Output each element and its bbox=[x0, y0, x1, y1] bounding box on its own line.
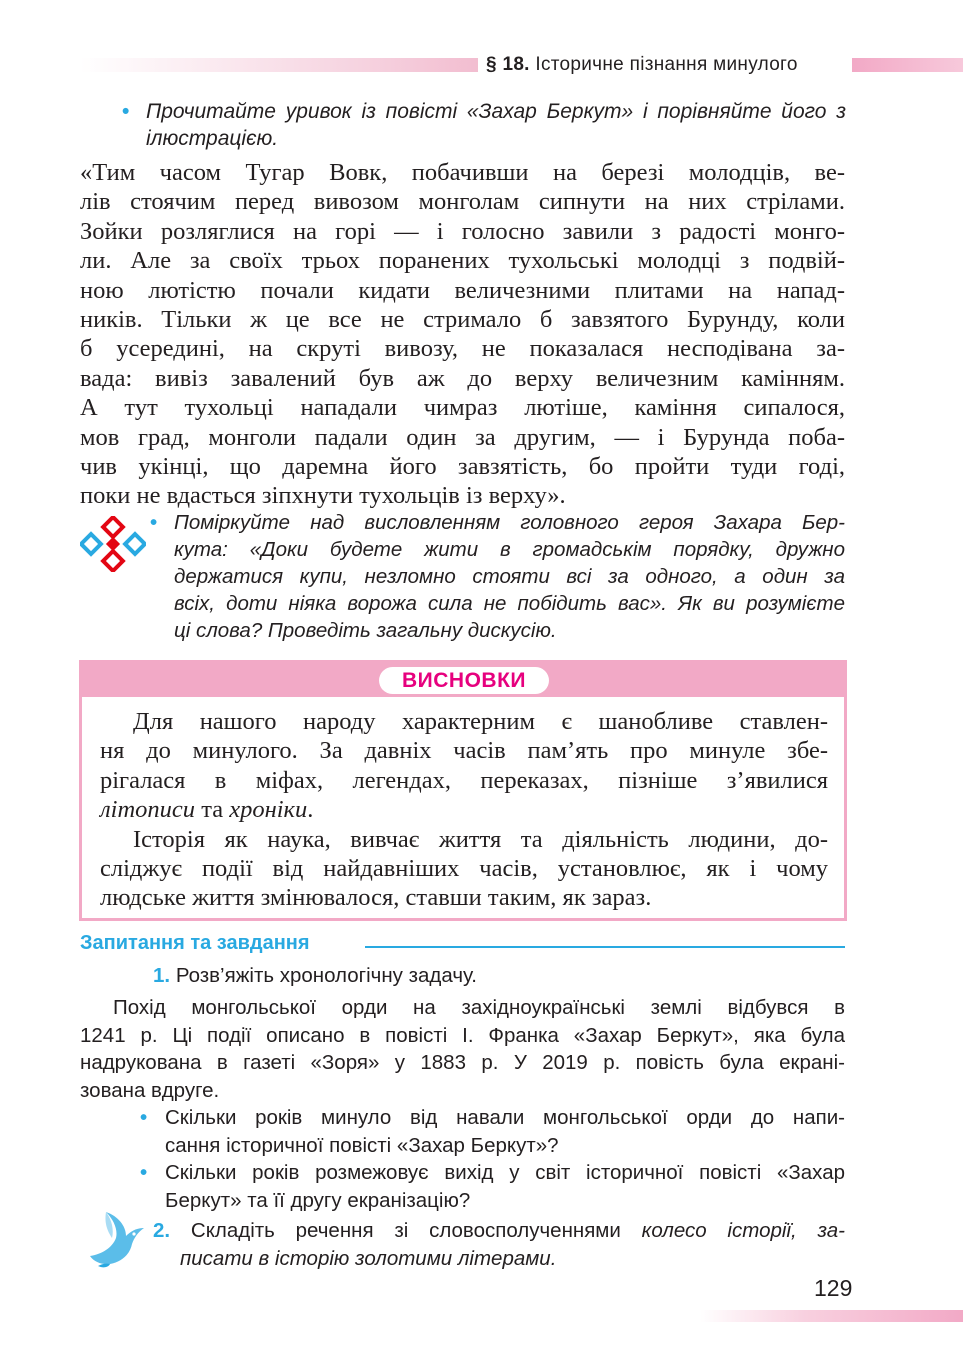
question-1-bullet-1 bbox=[165, 1104, 845, 1159]
excerpt-line: поки не вдасться зіпхнути тухольців із верху». bbox=[80, 482, 566, 510]
section-title: Історичне пізнання минулого bbox=[535, 54, 798, 75]
dove-icon bbox=[84, 1210, 146, 1268]
period: . bbox=[307, 796, 314, 824]
conclusions-line bbox=[100, 795, 828, 824]
discussion-line: держатися купи, незломно стояти всі за одного, а один за bbox=[174, 565, 845, 588]
question-1-bullet-2 bbox=[165, 1159, 845, 1214]
novel-excerpt bbox=[80, 158, 845, 511]
discussion-task bbox=[150, 509, 845, 644]
conclusions-line: Історія як наука, вивчає життя та діяльність людини, до- bbox=[133, 825, 828, 853]
excerpt-line: А тут тухольці нападали чимраз лютіше, каміння сипалося, bbox=[80, 394, 845, 422]
conclusions-title: ВИСНОВКИ bbox=[379, 667, 549, 694]
bullet-dot: • bbox=[122, 100, 130, 123]
paragraph-line: зована вдруге. bbox=[80, 1078, 220, 1102]
header-decor-stripe-left bbox=[80, 58, 480, 72]
question-text: Розв’яжіть хронологічну задачу. bbox=[175, 964, 477, 987]
excerpt-line: вада: вивіз завалений був аж до верху величезним камінням. bbox=[80, 364, 845, 392]
bullet-dot: • bbox=[140, 1106, 148, 1129]
bullet-dot: • bbox=[150, 511, 158, 534]
question-1 bbox=[153, 962, 477, 990]
conclusions-line: людське життя змінювалося, ставши таким, як зараз. bbox=[100, 884, 652, 912]
term-chronicles: літописи bbox=[100, 796, 196, 824]
bullet-dot: • bbox=[140, 1161, 148, 1184]
conclusions-header-bar bbox=[82, 663, 844, 697]
excerpt-line: лів стоячим перед вивозом монголам сипнути на них стрілами. bbox=[80, 188, 845, 216]
bullet-line: Беркут» та її другу екранізацію? bbox=[165, 1188, 471, 1212]
conclusions-box bbox=[79, 660, 847, 921]
paragraph-line: 1241 р. Ці події описано в повісті І. Франка «Захар Беркут», яка була bbox=[80, 1023, 845, 1047]
header-decor-stripe-right bbox=[852, 58, 963, 72]
task-read-line: Прочитайте уривок із повісті «Захар Беркут» і порівняйте його з bbox=[146, 100, 846, 123]
conclusions-text bbox=[100, 707, 828, 913]
footer-decor-stripe bbox=[700, 1310, 963, 1322]
conclusions-line: сліджує події від найдавніших часів, установлює, як і чому bbox=[100, 855, 828, 883]
task-read-line: ілюстрацією. bbox=[146, 127, 279, 150]
excerpt-line: ників. Тільки ж це все не стримало б завзятого Бурунду, коли bbox=[80, 306, 845, 334]
bullet-line: Скільки років минуло від навали монгольської орди до напи- bbox=[165, 1106, 845, 1129]
term-annals: хроніки bbox=[229, 796, 308, 824]
excerpt-line: б усередині, на скруті вивозу, не показалася несподівана за- bbox=[80, 335, 845, 363]
excerpt-line: Зойки розляглися на горі — і голосно завили з радості монго- bbox=[80, 217, 845, 245]
discussion-line: кута: «Доки будете жити в громадськім порядку, дружно bbox=[174, 538, 845, 561]
excerpt-line: ли. Але за своїх трьох поранених тухольські молодці з подвій- bbox=[80, 247, 845, 275]
question-2 bbox=[153, 1217, 845, 1272]
questions-title: Запитання та завдання bbox=[80, 931, 316, 955]
phrase-golden-letters: писати в історію золотими літерами. bbox=[180, 1246, 557, 1270]
question-2-line bbox=[153, 1245, 845, 1273]
excerpt-line: ною лютістю почали кидати величезними плитами на напад- bbox=[80, 276, 845, 304]
discussion-line: Поміркуйте над висловленням головного героя Захара Бер- bbox=[174, 511, 845, 534]
question-number: 1. bbox=[153, 964, 171, 987]
page-number: 129 bbox=[814, 1275, 853, 1301]
phrase-wheel-of-history: колесо історії, за- bbox=[641, 1219, 845, 1242]
conclusions-line: рігалася в міфах, легендах, переказах, пізніше з’явилися bbox=[100, 766, 828, 794]
conclusions-line: Для нашого народу характерним є шанобливе ставлен- bbox=[133, 708, 828, 735]
discussion-line: ці слова? Проведіть загальну дискусію. bbox=[174, 619, 557, 642]
question-text: Складіть речення зі словосполученнями bbox=[190, 1219, 621, 1242]
paragraph-line: надрукована в газеті «Зоря» у 1883 р. У 2019 р. повість була екрані- bbox=[80, 1051, 845, 1075]
embroidery-ornament-icon bbox=[80, 516, 146, 572]
question-2-line bbox=[153, 1217, 845, 1245]
running-header bbox=[478, 53, 806, 77]
excerpt-line: мов град, монголи падали один за другим, — і Бурунда поба- bbox=[80, 423, 845, 451]
task-read bbox=[146, 98, 846, 152]
bullet-line: сання історичної повісті «Захар Беркут»? bbox=[165, 1133, 559, 1157]
question-1-paragraph bbox=[80, 994, 845, 1104]
task-read-bullet bbox=[122, 98, 129, 125]
paragraph-line: Похід монгольської орди на західноукраїнські землі відбувся в bbox=[113, 996, 845, 1019]
conclusions-line: ня до минулого. За давніх часів пам’ять про минуле збе- bbox=[100, 737, 828, 765]
excerpt-line: «Тим часом Тугар Вовк, побачивши на березі молодців, ве- bbox=[80, 159, 845, 186]
questions-title-rule bbox=[365, 946, 845, 948]
section-number: § 18. bbox=[486, 54, 530, 75]
conjunction: та bbox=[201, 796, 224, 824]
excerpt-line: чив укінці, що даремна його завзятість, бо пройти туди годі, bbox=[80, 453, 845, 481]
question-number: 2. bbox=[153, 1219, 171, 1242]
bullet-line: Скільки років розмежовує вихід у світ історичної повісті «Захар bbox=[165, 1161, 845, 1184]
discussion-line: всіх, доти ніяка ворожа сила не побідить вас». Як ви розумієте bbox=[174, 592, 845, 615]
